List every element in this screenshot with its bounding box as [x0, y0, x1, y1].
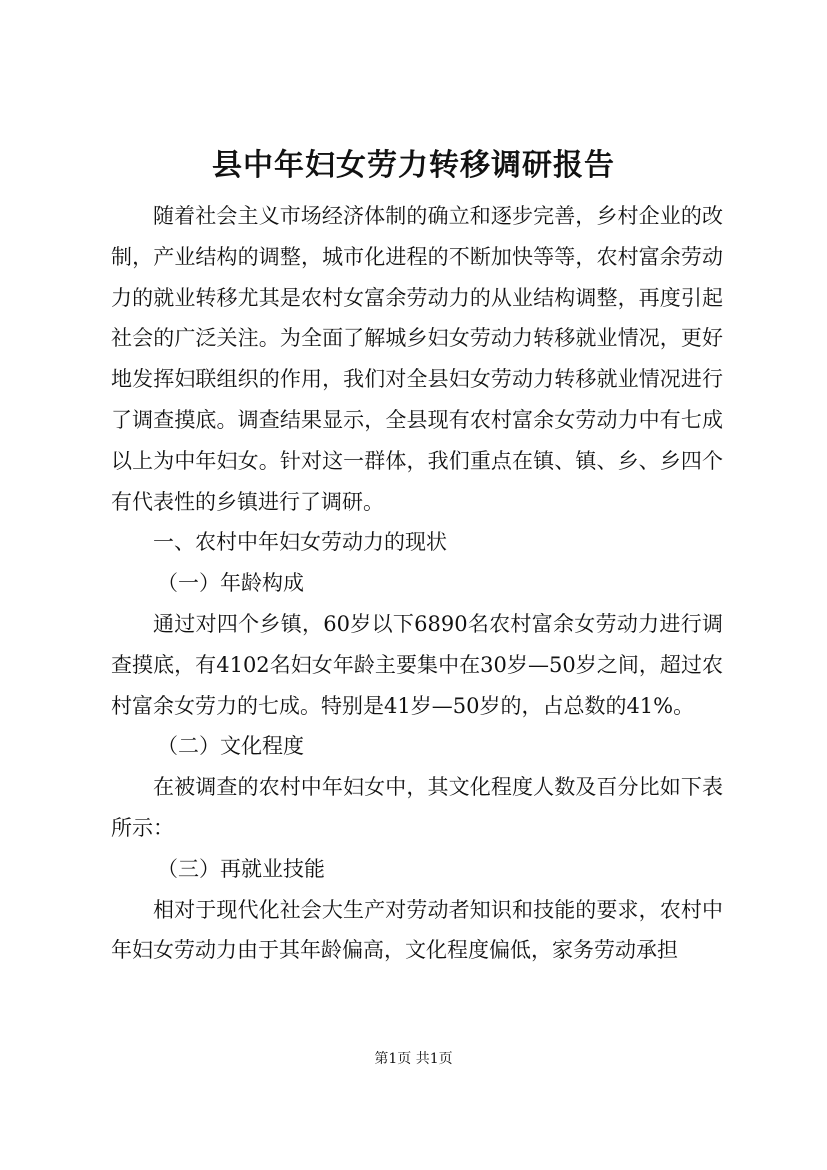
subsection-heading-education: （二）文化程度	[157, 734, 304, 759]
paragraph-education: 在被调查的农村中年妇女中，其文化程度人数及百分比如下表所示：	[111, 775, 723, 840]
document-body	[111, 196, 723, 971]
section-heading-1: 一、农村中年妇女劳动力的现状	[153, 530, 447, 555]
paragraph-age: 通过对四个乡镇，60岁以下6890名农村富余女劳动力进行调查摸底，有4102名妇女年龄主要集中在30岁—50岁之间，超过农村富余女劳力的七成。特别是41岁—50岁的，占总数的41%。	[111, 611, 723, 718]
subsection-heading-age: （一）年龄构成	[157, 571, 304, 596]
subsection-heading-skills: （三）再就业技能	[157, 856, 325, 881]
paragraph-intro: 随着社会主义市场经济体制的确立和逐步完善，乡村企业的改制，产业结构的调整，城市化进程的不断加快等等，农村富余劳动力的就业转移尤其是农村女富余劳动力的从业结构调整，再度引起社会的广泛关注。为全面了解城乡妇女劳动力转移就业情况，更好地发挥妇联组织的作用，我们对全县妇女劳动力转移就业情况进行了调查摸底。调查结果显示，全县现有农村富余女劳动力中有七成以上为中年妇女。针对这一群体，我们重点在镇、镇、乡、乡四个有代表性的乡镇进行了调研。	[111, 204, 723, 514]
page-footer: 第1页 共1页	[374, 1051, 453, 1067]
document-title: 县中年妇女劳力转移调研报告	[212, 148, 615, 183]
paragraph-skills: 相对于现代化社会大生产对劳动者知识和技能的要求，农村中年妇女劳动力由于其年龄偏高，文化程度偏低，家务劳动承担	[111, 897, 723, 963]
